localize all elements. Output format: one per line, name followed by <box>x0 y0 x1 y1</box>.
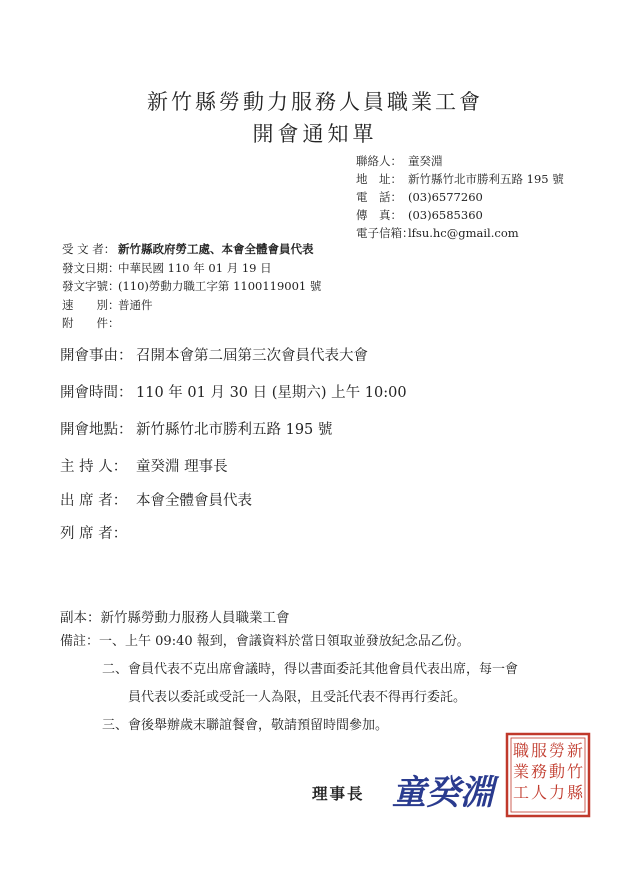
meeting-observers-label: 列 席 者： <box>60 526 128 542</box>
recipient-row <box>62 240 321 259</box>
recipient-label: 受 文 者： <box>62 242 116 256</box>
contact-email-label: 電子信箱： <box>356 226 414 240</box>
meeting-matter-row <box>60 344 368 365</box>
contact-fax-label: 傳 真： <box>356 208 402 222</box>
meeting-place-row <box>60 418 332 439</box>
priority-row <box>62 296 321 315</box>
svg-text:力: 力 <box>548 783 566 802</box>
svg-text:竹: 竹 <box>566 762 584 781</box>
date-label: 發文日期： <box>62 260 120 275</box>
contact-person-row <box>356 152 564 170</box>
svg-text:服: 服 <box>530 741 548 760</box>
contact-email: lfsu.hc@gmail.com <box>408 226 519 240</box>
note-2: 二、會員代表不克出席會議時，得以書面委託其他會員代表出席，每一會 <box>102 662 519 677</box>
org-title: 新竹縣勞動力服務人員職業工會 <box>147 90 483 114</box>
official-seal <box>505 732 591 818</box>
signer-title: 理事長 <box>312 784 365 803</box>
contact-address-row <box>356 170 564 188</box>
attachment-row <box>62 314 321 333</box>
recipient: 新竹縣政府勞工處、本會全體會員代表 <box>118 242 314 256</box>
contact-fax-row <box>356 206 564 224</box>
contact-block <box>356 152 564 242</box>
meeting-matter-label: 開會事由： <box>60 348 133 364</box>
svg-text:動: 動 <box>548 762 566 781</box>
meeting-time-row <box>60 381 407 402</box>
contact-address: 新竹縣竹北市勝利五路 195 號 <box>408 172 564 186</box>
attachment-label: 附 件： <box>62 316 120 330</box>
svg-text:新: 新 <box>566 741 584 760</box>
meeting-time: 110 年 01 月 30 日 (星期六) 上午 10:00 <box>136 385 407 401</box>
svg-text:人: 人 <box>530 783 548 802</box>
date-row <box>62 259 321 278</box>
note-3: 三、會後舉辦歲末聯誼餐會，敬請預留時間參加。 <box>102 718 389 733</box>
note-2-continued: 員代表以委託或受託一人為限，且受託代表不得再行委託。 <box>128 690 467 705</box>
svg-text:縣: 縣 <box>566 783 584 802</box>
meeting-time-label: 開會時間： <box>60 385 133 401</box>
meeting-attendees-row <box>60 489 252 510</box>
note-1-row <box>60 630 470 649</box>
contact-email-row <box>356 224 564 242</box>
contact-person-label: 聯絡人： <box>356 154 402 168</box>
note-1: 一、上午 09:40 報到，會議資料於當日領取並發放紀念品乙份。 <box>99 634 470 649</box>
meeting-matter: 召開本會第二屆第三次會員代表大會 <box>136 348 368 364</box>
signature-stamp <box>388 766 500 814</box>
dispatch-date: 中華民國 110 年 01 月 19 日 <box>118 260 272 275</box>
contact-fax: (03)6585360 <box>408 208 483 222</box>
cc-label: 副本： <box>60 610 101 626</box>
priority: 普通件 <box>118 297 153 312</box>
ref-row <box>62 277 321 296</box>
svg-text:務: 務 <box>530 762 548 781</box>
svg-text:工: 工 <box>512 783 530 802</box>
ref-label: 發文字號： <box>62 279 120 293</box>
meeting-place: 新竹縣竹北市勝利五路 195 號 <box>136 422 333 438</box>
cc-recipient: 新竹縣勞動力服務人員職業工會 <box>100 610 290 626</box>
priority-label: 速 別： <box>62 297 120 312</box>
meeting-observers-row <box>60 522 136 543</box>
contact-address-label: 地 址： <box>356 172 402 186</box>
cc-row <box>60 606 290 626</box>
meeting-host-row <box>60 455 228 476</box>
meeting-host-label: 主 持 人： <box>60 459 128 475</box>
meeting-attendees: 本會全體會員代表 <box>136 493 252 509</box>
meeting-place-label: 開會地點： <box>60 422 133 438</box>
notes-label: 備註： <box>60 634 100 649</box>
svg-text:勞: 勞 <box>548 741 566 760</box>
dispatch-meta-block <box>62 240 321 333</box>
svg-text:業: 業 <box>512 762 530 781</box>
document-title: 開會通知單 <box>252 122 378 146</box>
meeting-attendees-label: 出 席 者： <box>60 493 128 509</box>
contact-phone-row <box>356 188 564 206</box>
signature-text: 童癸淵 <box>392 773 494 813</box>
dispatch-ref: (110)勞動力職工字第 1100119001 號 <box>118 279 322 293</box>
meeting-host: 童癸淵 理事長 <box>136 459 228 475</box>
svg-text:職: 職 <box>512 741 530 760</box>
contact-phone-label: 電 話： <box>356 190 402 204</box>
contact-person: 童癸淵 <box>408 154 443 168</box>
contact-phone: (03)6577260 <box>408 190 483 204</box>
